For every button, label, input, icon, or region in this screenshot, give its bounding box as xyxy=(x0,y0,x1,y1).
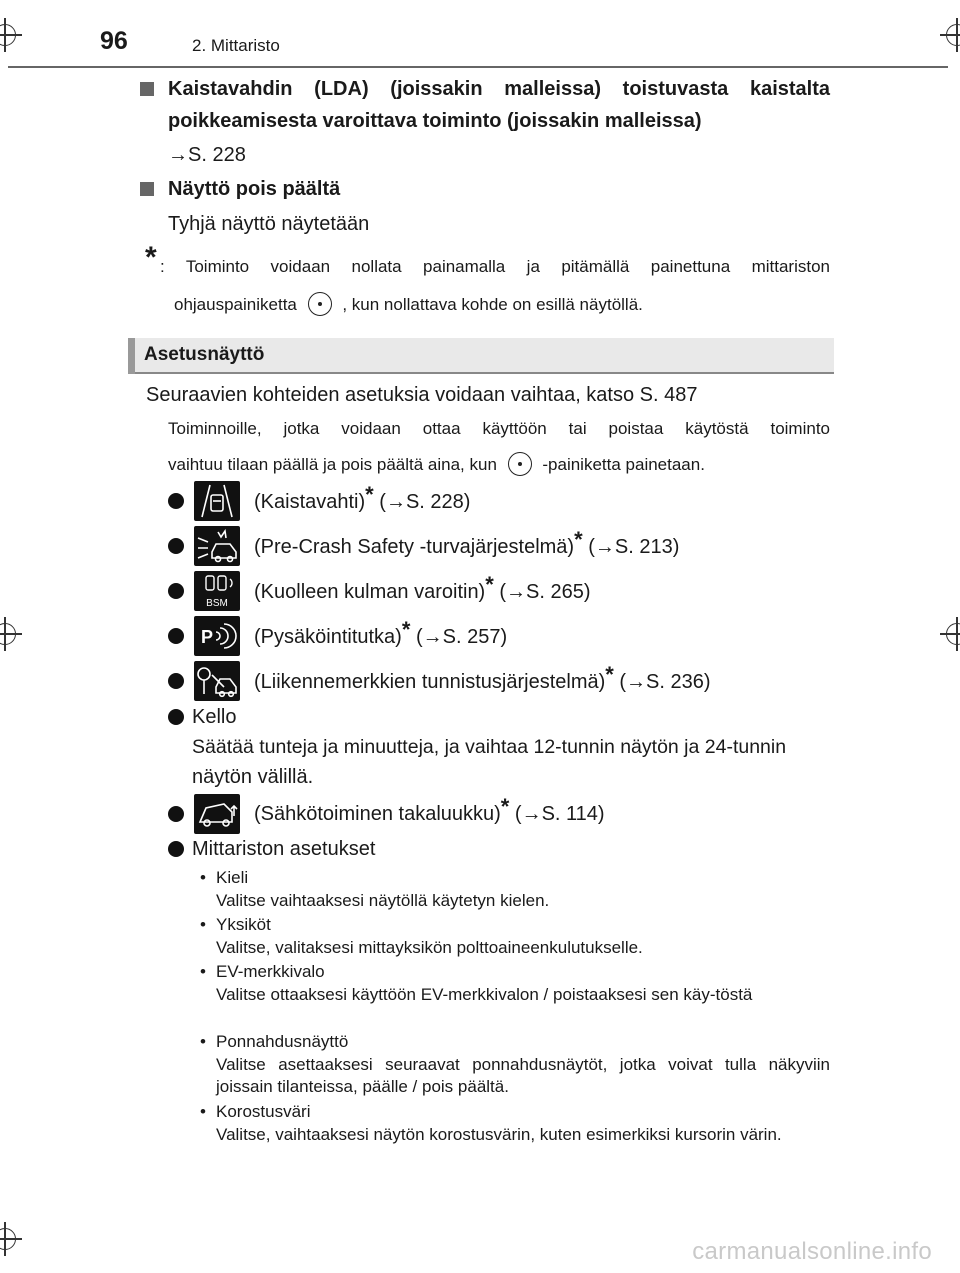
item-page-ref: (→S. 236) xyxy=(619,671,711,693)
clock-desc-line2: näytön välillä. xyxy=(192,766,314,788)
registration-mark-mid-left xyxy=(0,617,22,651)
svg-text:P: P xyxy=(201,627,214,647)
clock-desc-line1: Säätää tunteja ja minuutteja, ja vaihtaa 12-tunnin näytön ja 24-tunnin xyxy=(192,736,787,758)
meter-control-button-icon xyxy=(508,452,532,476)
footnote-star: * xyxy=(401,617,411,642)
list-bullet xyxy=(168,538,184,554)
sub-item-label: Ponnahdusnäyttö xyxy=(216,1032,349,1051)
intro-note-line2-start: vaihtuu tilaan päällä ja pois päältä aina, kun xyxy=(168,455,497,474)
item-row-parking-sensor xyxy=(254,617,508,652)
lda-heading-line1: Kaistavahdin (LDA) (joissakin malleissa) toistuvasta kaistalta xyxy=(168,78,830,100)
item-row-tailgate xyxy=(254,794,605,829)
sub-item-desc: Valitse ottaaksesi käyttöön EV-merkkivalon / poistaaksesi sen käy-töstä xyxy=(216,985,753,1004)
item-label: (Pysäköintitutka) xyxy=(254,626,402,648)
sub-bullet: • xyxy=(200,962,206,981)
registration-mark-mid-right xyxy=(940,617,960,651)
intro-note-line1: Toiminnoille, jotka voidaan ottaa käyttöön tai poistaa käytöstä toiminto xyxy=(168,419,830,438)
item-page-ref: (→S. 257) xyxy=(415,626,508,648)
footnote-line2-end: , kun nollattava kohde on esillä näytöllä. xyxy=(342,295,643,314)
registration-mark-bottom-left xyxy=(0,1222,22,1256)
sub-item-desc: Valitse vaihtaaksesi näytöllä käytetyn kielen. xyxy=(216,891,550,910)
sub-item-label: EV-merkkivalo xyxy=(216,962,325,981)
sub-item-desc: Valitse, vaihtaaksesi näytön korostusvärin, kuten esimerkiksi kursorin värin. xyxy=(216,1125,782,1144)
list-bullet xyxy=(168,841,184,857)
lda-page-ref: →S. 228 xyxy=(168,144,246,166)
footnote-star: * xyxy=(145,241,157,274)
item-label: (Kuolleen kulman varoitin) xyxy=(254,581,486,603)
item-label: (Pre-Crash Safety -turvajärjestelmä) xyxy=(254,536,575,558)
item-row-road-sign xyxy=(254,662,711,697)
footnote-star: * xyxy=(485,572,494,597)
item-page-ref: (→S. 228) xyxy=(379,491,471,513)
list-bullet xyxy=(168,709,184,725)
footnote-line1: : Toiminto voidaan nollata painamalla ja pitämällä painettuna mittariston xyxy=(160,257,830,276)
pre-crash-icon xyxy=(194,526,240,566)
power-tailgate-icon xyxy=(194,794,240,834)
sub-item-label: Kieli xyxy=(216,868,249,887)
item-label: (Liikennemerkkien tunnistusjärjestelmä) xyxy=(254,671,606,693)
sub-bullet: • xyxy=(200,868,206,887)
item-row-pre-crash xyxy=(254,527,680,562)
item-label: (Kaistavahti) xyxy=(254,491,366,513)
list-bullet xyxy=(168,628,184,644)
intro-text: Seuraavien kohteiden asetuksia voidaan vaihtaa, katso S. 487 xyxy=(146,384,698,406)
item-page-ref: (→S. 213) xyxy=(588,536,680,558)
item-page-ref: (→S. 265) xyxy=(499,581,591,603)
display-off-heading: Näyttö pois päältä xyxy=(168,178,341,200)
chapter-title: 2. Mittaristo xyxy=(192,36,280,55)
road-sign-assist-icon xyxy=(194,661,240,701)
sub-item-desc: Valitse asettaaksesi seuraavat ponnahdusnäytöt, jotka voivat tulla näkyviin joissain tilanteissa, päälle / pois päältä. xyxy=(216,1055,830,1096)
section-header-bar xyxy=(128,338,834,374)
watermark: carmanualsonline.info xyxy=(692,1238,932,1265)
section-title: Asetusnäyttö xyxy=(144,344,265,365)
registration-mark-top-right xyxy=(940,18,960,52)
item-page-ref: (→S. 114) xyxy=(514,803,605,825)
sub-item-desc: Valitse, valitaksesi mittayksikön polttoaineenkulutukselle. xyxy=(216,938,643,957)
intro-note-line2-end: -painiketta painetaan. xyxy=(542,455,705,474)
footnote-star: * xyxy=(365,482,374,507)
lda-heading-line2: poikkeamisesta varoittava toiminto (joissakin malleissa) xyxy=(168,110,702,132)
footnote-line2-start: ohjauspainiketta xyxy=(174,295,297,314)
footnote-star: * xyxy=(574,527,583,552)
footnote-line2 xyxy=(174,288,643,322)
lane-departure-icon xyxy=(194,481,240,521)
list-bullet xyxy=(168,673,184,689)
footnote-star: * xyxy=(500,794,510,819)
meter-control-button-icon xyxy=(308,292,332,316)
list-bullet xyxy=(168,493,184,509)
page-number: 96 xyxy=(100,27,128,55)
section-square-bullet xyxy=(140,182,154,196)
svg-text:BSM: BSM xyxy=(206,598,228,609)
sub-bullet: • xyxy=(200,915,206,934)
bsm-icon xyxy=(194,571,240,611)
clock-title: Kello xyxy=(192,706,237,728)
section-accent xyxy=(128,338,135,374)
sub-bullet: • xyxy=(200,1102,206,1121)
meter-settings-title: Mittariston asetukset xyxy=(192,838,376,860)
display-off-text: Tyhjä näyttö näytetään xyxy=(168,213,370,235)
section-square-bullet xyxy=(140,82,154,96)
header-divider xyxy=(8,66,948,68)
parking-sensor-icon xyxy=(194,616,240,656)
intro-note-line2 xyxy=(168,448,705,482)
sub-item-label: Korostusväri xyxy=(216,1102,311,1121)
item-row-lane-departure xyxy=(254,482,471,517)
list-bullet xyxy=(168,583,184,599)
sub-item-label: Yksiköt xyxy=(216,915,271,934)
item-label: (Sähkötoiminen takaluukku) xyxy=(254,803,501,825)
list-bullet xyxy=(168,806,184,822)
item-row-bsm xyxy=(254,572,591,607)
footnote-star: * xyxy=(605,662,614,687)
registration-mark-top-left xyxy=(0,18,22,52)
sub-bullet: • xyxy=(200,1032,206,1051)
